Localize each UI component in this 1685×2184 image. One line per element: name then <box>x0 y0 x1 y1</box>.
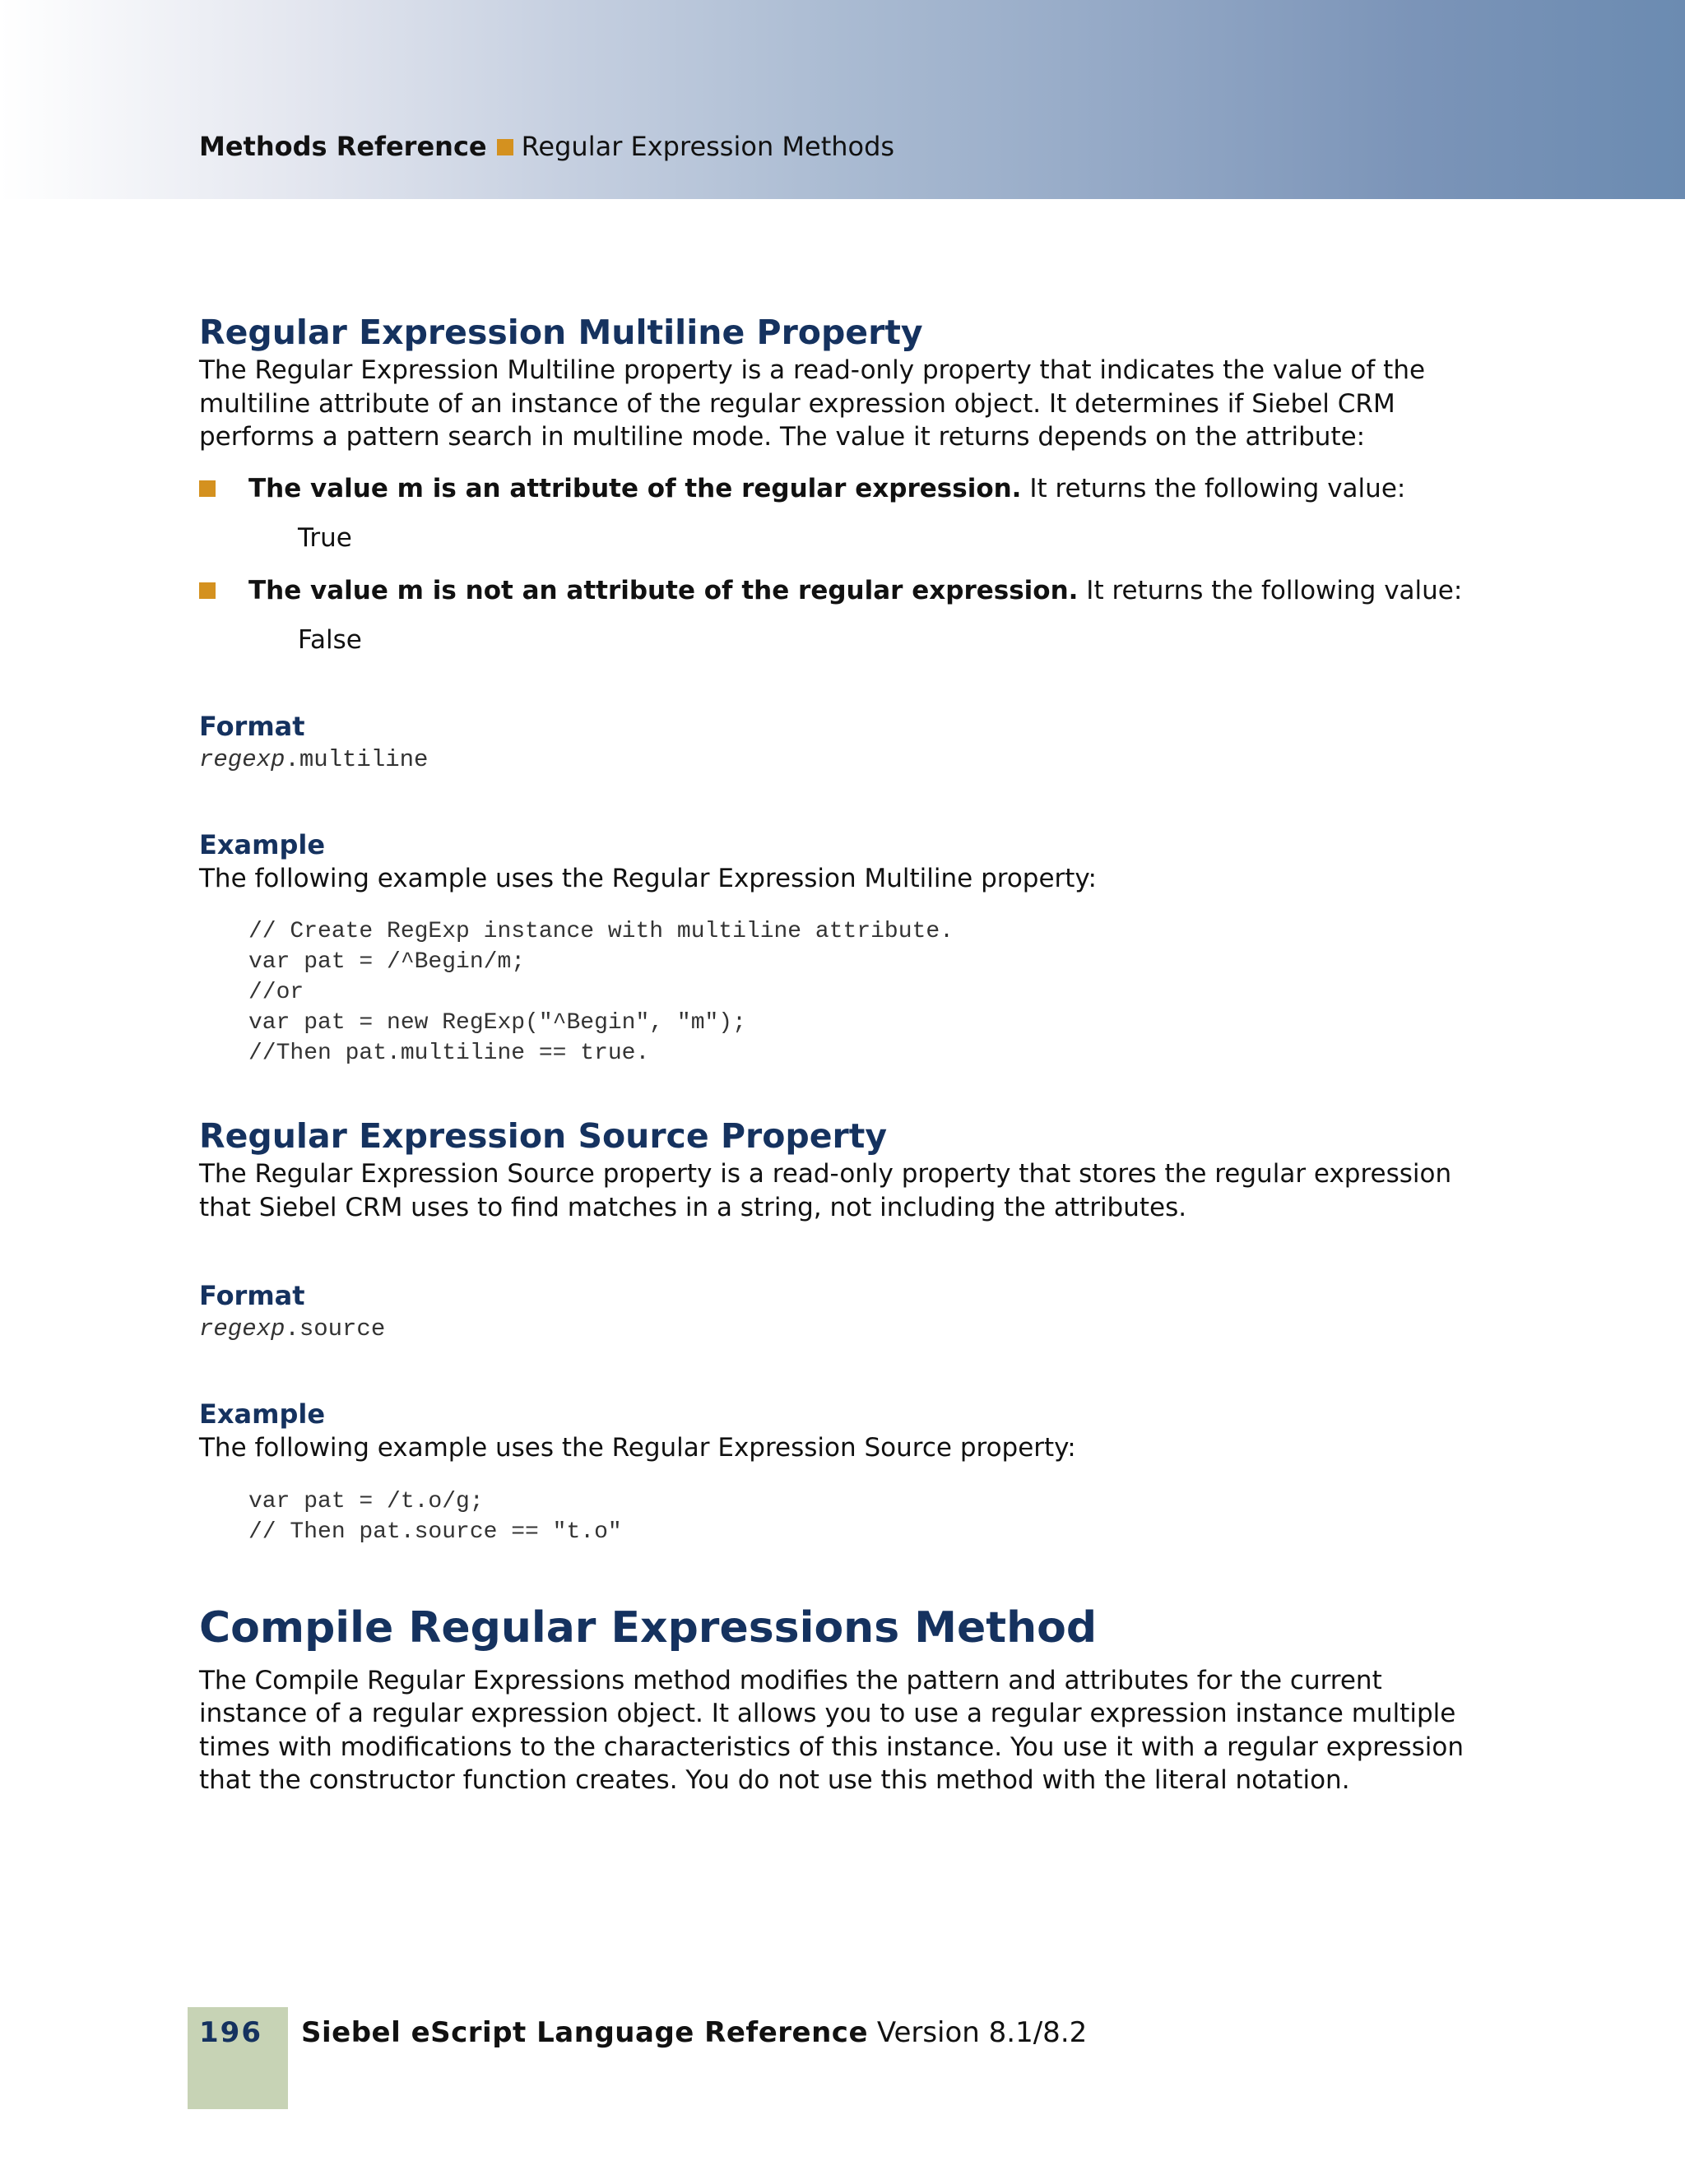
compile-title: Compile Regular Expressions Method <box>199 1602 1098 1653</box>
bullet-rest: It returns the following value: <box>1078 575 1463 605</box>
format-member: .multiline <box>285 745 429 773</box>
source-example-heading: Example <box>199 1398 326 1430</box>
return-value: True <box>298 522 352 553</box>
source-format <box>199 1313 1491 1346</box>
multiline-bullet-list <box>199 472 1491 505</box>
source-example-intro: The following example uses the Regular Expression Source property: <box>199 1433 1076 1463</box>
breadcrumb-separator-icon <box>497 139 513 155</box>
format-member: .source <box>285 1315 386 1342</box>
list-item <box>199 472 1491 505</box>
multiline-title: Regular Expression Multiline Property <box>199 313 923 352</box>
breadcrumb-section: Methods Reference <box>199 131 487 162</box>
bullet-square-icon <box>199 582 216 599</box>
page-number: 196 <box>199 2016 262 2049</box>
footer-title <box>301 2015 1087 2050</box>
compile-intro: The Compile Regular Expressions method modifies the pattern and attributes for the current instance of a regular expression object. It allows you to use a regular expression instance multiple times with modifications to the characteristics of this instance. You use it with a regular expression that the constructor function creates. You do not use this method with the literal notation. <box>199 1665 1464 1795</box>
multiline-intro: The Regular Expression Multiline property is a read-only property that indicates the value of the multiline attribute of an instance of the regular expression object. It determines if Siebel CRM performs a pattern search in multiline mode. The value it returns depends on the attribute: <box>199 355 1426 452</box>
bullet-lead: The value m is not an attribute of the regular expression. <box>248 575 1079 605</box>
multiline-code-sample: // Create RegExp instance with multiline attribute. var pat = /^Begin/m; //or var pat = new RegExp("^Begin", "m"); //Then pat.multiline == true. <box>248 919 954 1066</box>
page-content <box>199 311 1491 1797</box>
multiline-format <box>199 744 1491 777</box>
list-item <box>199 574 1491 607</box>
format-object: regexp <box>199 745 285 773</box>
source-title: Regular Expression Source Property <box>199 1116 888 1156</box>
book-version: Version 8.1/8.2 <box>868 2016 1088 2049</box>
multiline-example-intro: The following example uses the Regular Expression Multiline property: <box>199 863 1097 893</box>
multiline-example-heading: Example <box>199 828 326 860</box>
breadcrumb-subsection: Regular Expression Methods <box>521 131 895 162</box>
format-object: regexp <box>199 1315 285 1342</box>
breadcrumb <box>199 130 894 163</box>
source-intro: The Regular Expression Source property is a read-only property that stores the regular expression that Siebel CRM uses to find matches in a string, not including the attributes. <box>199 1159 1452 1222</box>
return-value: False <box>298 624 362 655</box>
book-title: Siebel eScript Language Reference <box>301 2016 869 2049</box>
bullet-lead: The value m is an attribute of the regular expression. <box>248 473 1022 503</box>
source-code-sample: var pat = /t.o/g; // Then pat.source == "t.o" <box>248 1488 622 1545</box>
bullet-square-icon <box>199 480 216 497</box>
multiline-format-heading: Format <box>199 710 305 742</box>
header-band <box>0 0 1685 199</box>
bullet-rest: It returns the following value: <box>1021 473 1406 503</box>
source-format-heading: Format <box>199 1280 305 1311</box>
multiline-bullet-list-2 <box>199 574 1491 607</box>
